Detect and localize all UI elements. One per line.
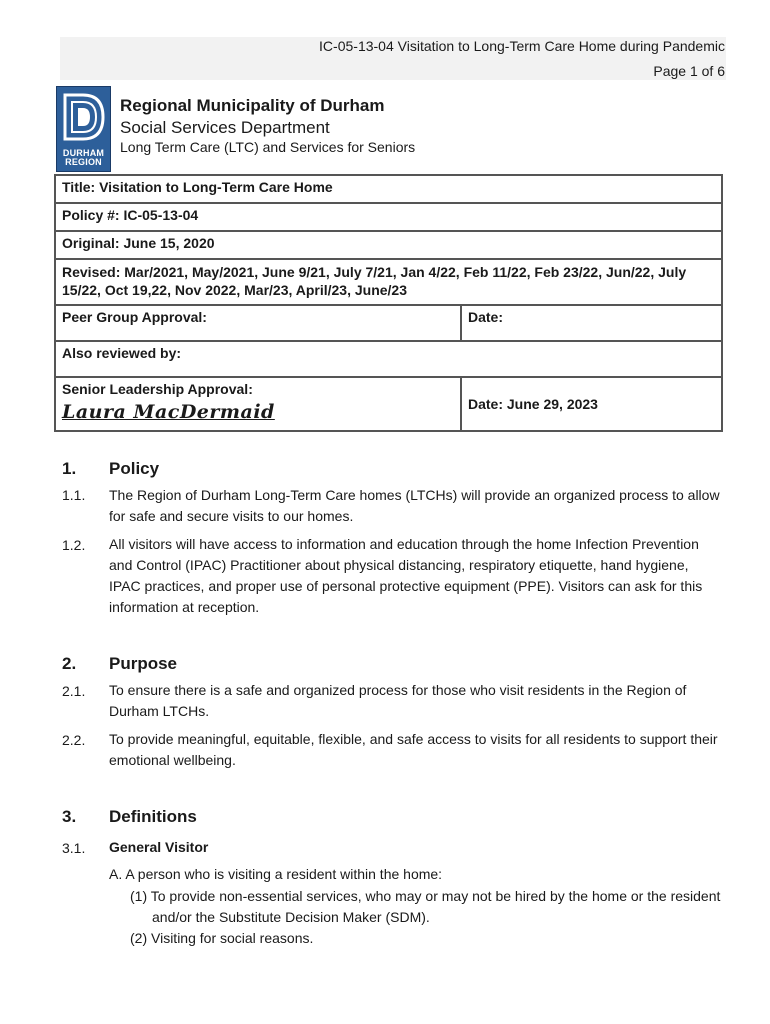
senior-date-cell: Date: June 29, 2023 bbox=[461, 377, 722, 431]
item-text: All visitors will have access to information and education through the home Infection Prevention and Control (IPAC) Practitioner about physical distancing, respiratory etiquette, hand hygiene, IPAC practices, and proper use of personal protective equipment (PPE). Visitors can ask for this information at reception. bbox=[109, 536, 703, 615]
senior-approval-label: Senior Leadership Approval: bbox=[62, 381, 253, 397]
peer-approval-cell: Peer Group Approval: bbox=[55, 305, 461, 341]
original-date-cell: Original: June 15, 2020 bbox=[55, 231, 722, 259]
durham-region-logo bbox=[56, 86, 111, 172]
department-name: Social Services Department bbox=[120, 118, 330, 137]
logo-text-line2: REGION bbox=[65, 157, 102, 167]
definition-subitem: (2) Visiting for social reasons. bbox=[130, 930, 314, 946]
item-text: To provide meaningful, equitable, flexible, and safe access to visits for all residents to support their emotional wellbeing. bbox=[109, 731, 718, 768]
signature: Laura MacDermaid bbox=[62, 401, 275, 423]
document-title: IC-05-13-04 Visitation to Long-Term Care Home during Pandemic bbox=[319, 38, 725, 54]
policy-title-cell: Title: Visitation to Long-Term Care Home bbox=[55, 175, 722, 203]
section-number: 1. bbox=[62, 459, 77, 478]
org-name: Regional Municipality of Durham bbox=[120, 96, 385, 115]
item-number: 2.2. bbox=[62, 732, 86, 748]
section-heading-definitions: Definitions bbox=[109, 807, 197, 826]
item-number: 3.1. bbox=[62, 840, 86, 856]
definition-subitem: (1) To provide non-essential services, who may or may not be hired by the home or the resident and/or the Substitute Decision Maker (SDM). bbox=[130, 888, 721, 925]
policy-number-cell: Policy #: IC-05-13-04 bbox=[55, 203, 722, 231]
item-text: The Region of Durham Long-Term Care homes (LTCHs) will provide an organized process to allow for safe and secure visits to our homes. bbox=[109, 487, 720, 524]
page-number: Page 1 of 6 bbox=[653, 63, 725, 79]
section-number: 3. bbox=[62, 807, 77, 826]
definition-text: A. A person who is visiting a resident within the home: bbox=[109, 866, 443, 882]
item-number: 1.2. bbox=[62, 537, 86, 553]
division-name: Long Term Care (LTC) and Services for Seniors bbox=[120, 139, 416, 155]
item-number: 2.1. bbox=[62, 683, 86, 699]
item-text: To ensure there is a safe and organized process for those who visit residents in the Region of Durham LTCHs. bbox=[109, 682, 687, 719]
also-reviewed-cell: Also reviewed by: bbox=[55, 341, 722, 377]
section-heading-policy: Policy bbox=[109, 459, 160, 478]
logo-text-line1: DURHAM bbox=[62, 148, 105, 158]
senior-approval-cell bbox=[55, 377, 461, 431]
section-heading-purpose: Purpose bbox=[109, 654, 178, 673]
revised-dates-cell: Revised: Mar/2021, May/2021, June 9/21, July 7/21, Jan 4/22, Feb 11/22, Feb 23/22, Jun/22, July 15/22, Oct 19,22, Nov 2022, Mar/23, April/23, June/23 bbox=[55, 259, 722, 305]
definition-term: General Visitor bbox=[109, 839, 209, 855]
policy-metadata-table bbox=[54, 174, 723, 432]
item-number: 1.1. bbox=[62, 487, 86, 503]
section-number: 2. bbox=[62, 654, 77, 673]
peer-date-cell: Date: bbox=[461, 305, 722, 341]
